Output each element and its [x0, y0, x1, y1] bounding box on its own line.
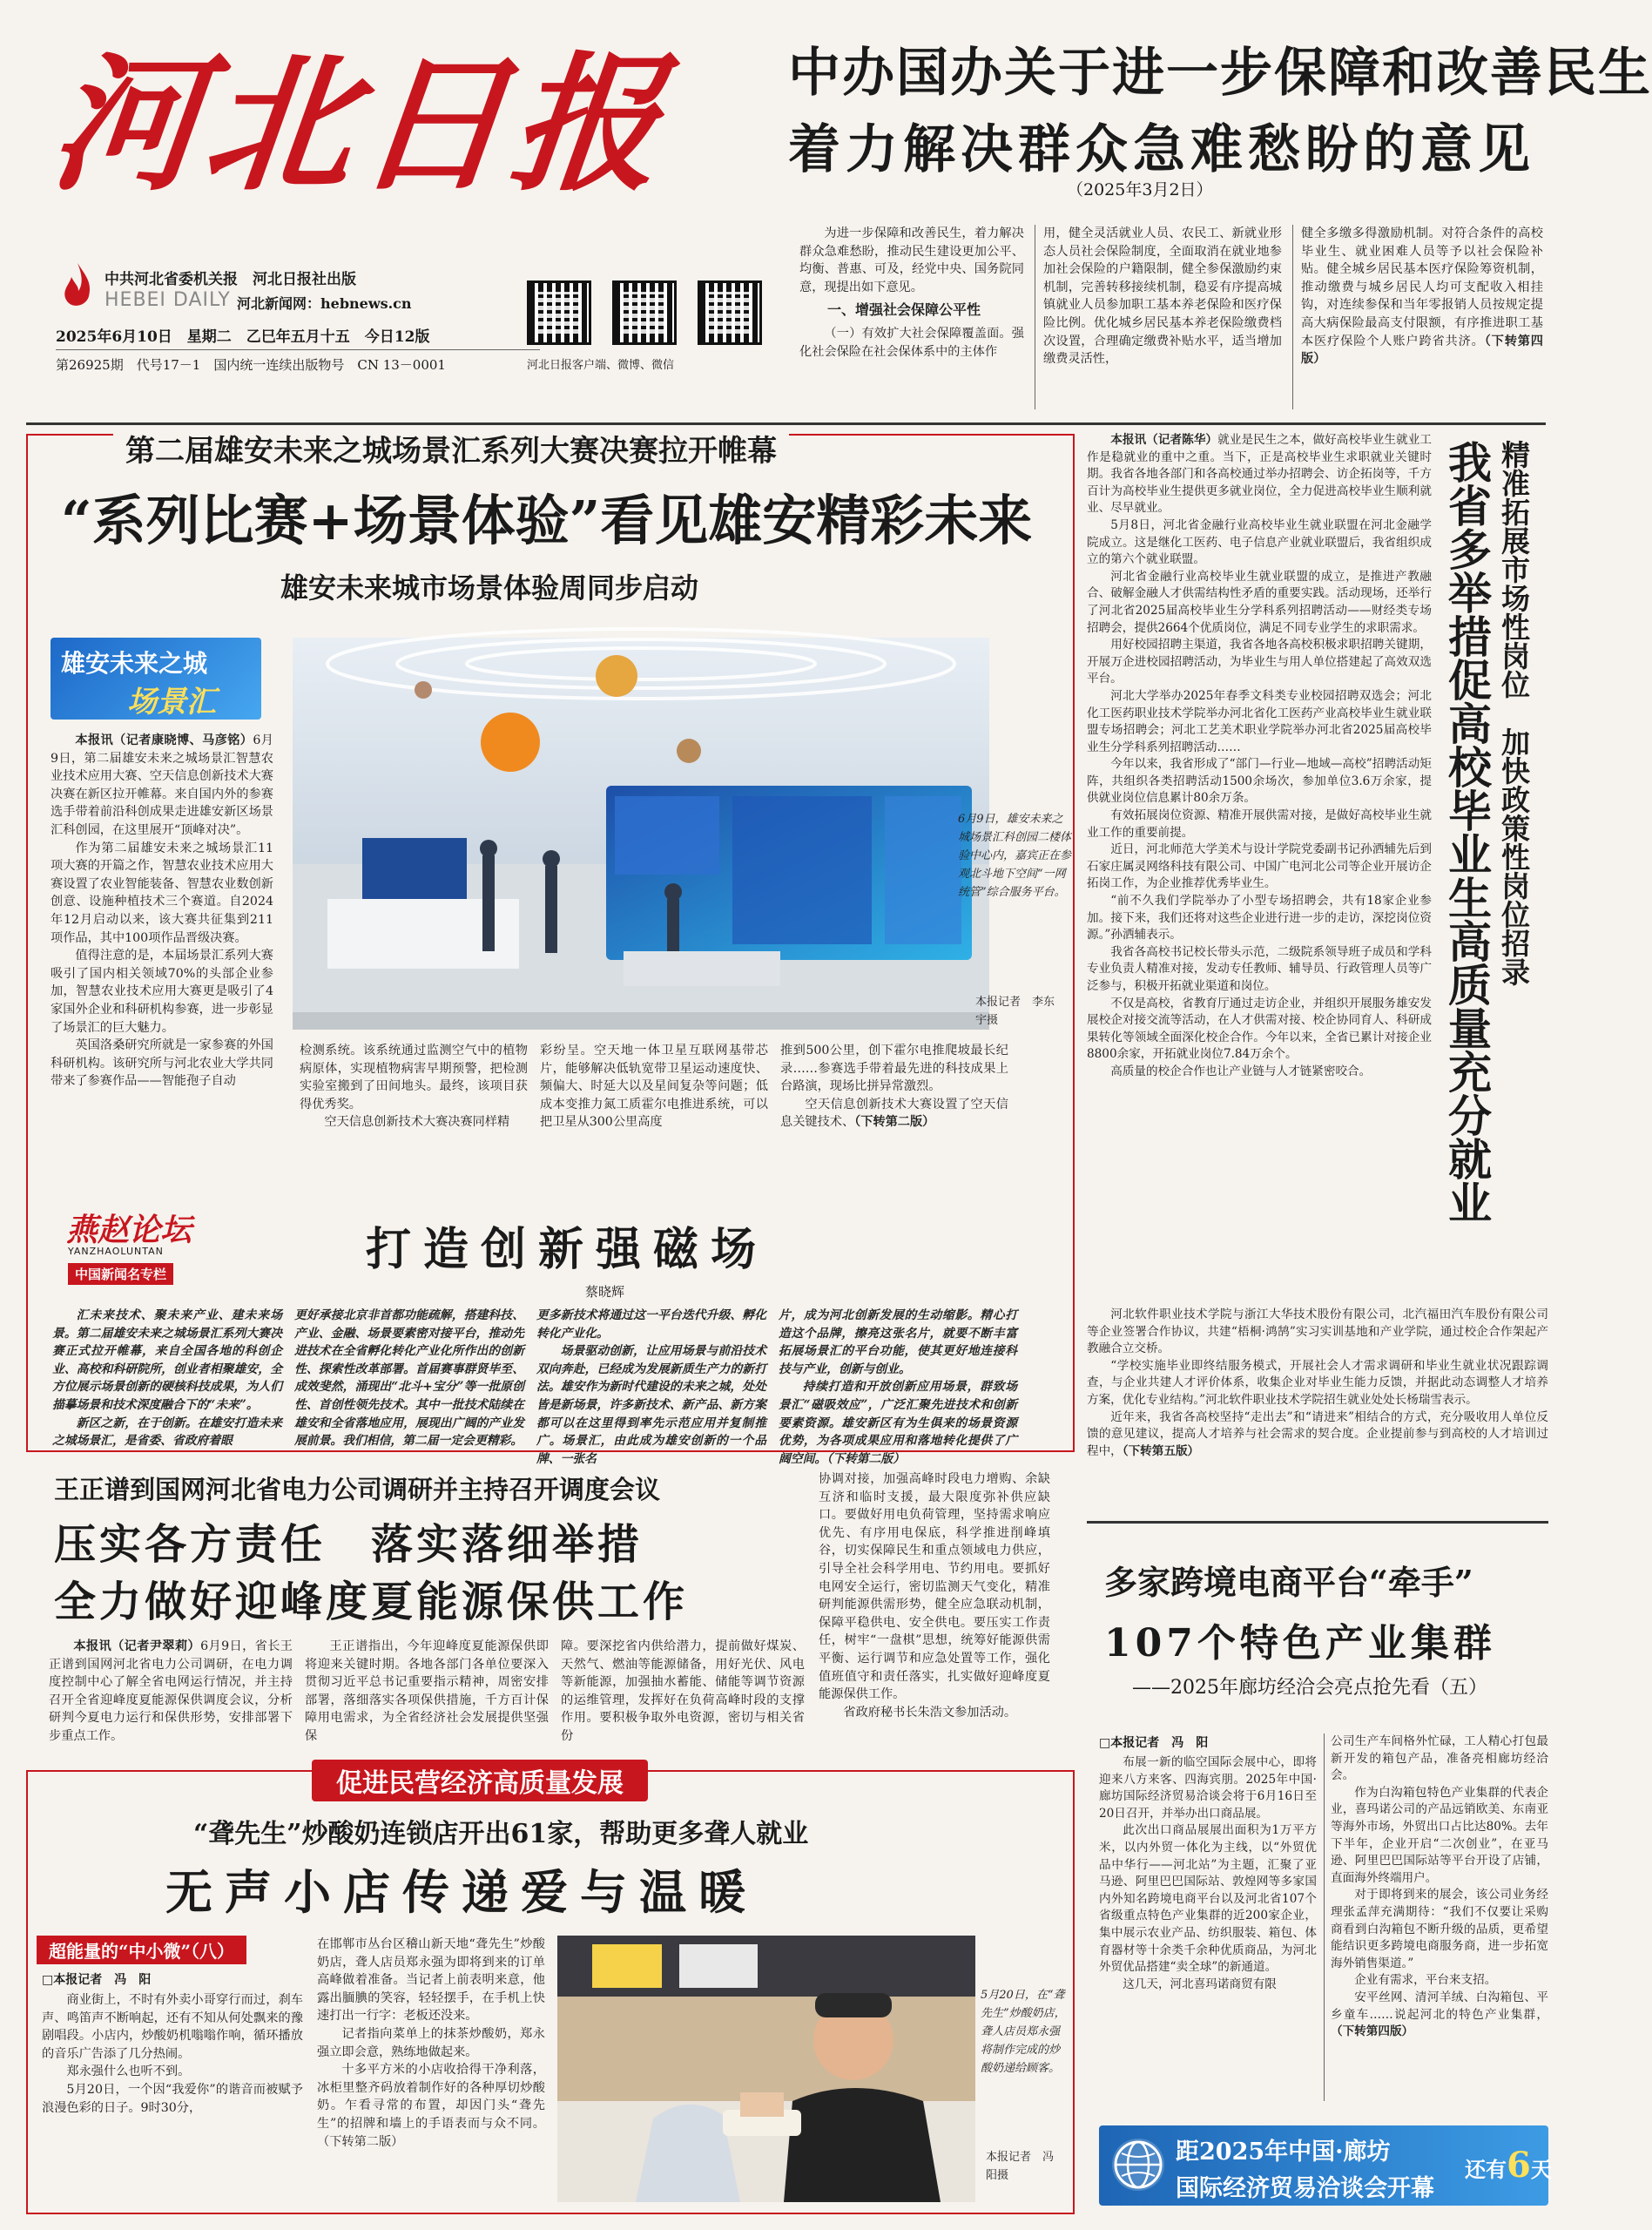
xiongan-col-2-p1: 检测系统。该系统通过监测空气中的植物病原体，实现植物病害早期预警，把检测实验室搬到了田间地头。最终，该项目获得优秀奖。 — [300, 1044, 528, 1112]
lead-title-line2: 着力解决群众急难愁盼的意见 — [788, 119, 1535, 180]
xiongan-p3: 值得注意的是，本届场景汇系列大赛吸引了国内相关领域70%的头部企业参加，智慧农业技术应用大赛更是吸引了4家国外企业和科研机构参赛，进一步彰显了场景汇的巨大魅力。 — [51, 949, 273, 1035]
scene-logo-line2: 场景汇 — [127, 685, 216, 720]
power-title-line1: 压实各方责任 落实落细举措 — [54, 1520, 644, 1569]
exhibition-hall-illustration — [293, 638, 989, 1030]
jobs-p1: 本报讯（记者陈华）就业是民生之本，做好高校毕业生就业工作是稳就业的重中之重。当下，正是高校毕业生求职就业关键时期。我省各地各部门和各高校通过举办招聘会、访企拓岗等，千方百计为高校毕业生提供更多就业岗位，全力促进高校毕业生顺利就业、尽早就业。 — [1087, 433, 1433, 516]
top-divider — [26, 422, 1546, 425]
lead-col-3-text: 健全多缴多得激励机制。对符合条件的高校毕业生、就业困难人员等予以社会保险补贴。健全城乡居民基本医疗保险筹资机制，推动缴费与城乡居民人均可支配收入相挂钩，对连续参保和当年零报销人员按规定提高大病保险最高支付限额，有序推进职工基本医疗保险个人账户跨省共济。（下转第四版） — [1301, 226, 1543, 367]
forum-col-1-p1: 汇未来技术、聚未来产业、建未来场景。第二届雄安未来之城场景汇系列大赛决赛正式拉开帷幕，来自全国各地的科创企业、高校和科研院所，创业者相聚雄安，全方位展示场景创新的硬核科技成果，为人们描摹场景和技术深度融合下的“未来”。 — [52, 1308, 282, 1412]
private-jump[interactable]: （下转第二版） — [317, 2134, 404, 2149]
forum-col-3 — [536, 1307, 766, 1466]
masthead-serial: 第26925期 代号17－1 国内统一连续出版物号 CN 13－0001 — [56, 357, 446, 373]
xiongan-subtitle: 雄安未来城市场景体验周同步启动 — [280, 571, 699, 605]
forum-author: 蔡晓辉 — [585, 1284, 625, 1300]
xiongan-p2: 作为第二届雄安未来之城场景汇11项大赛的开篇之作，智慧农业技术应用大赛设置了农业智能装备、智慧农业数创新创意、设施种植技术三个赛道。自2024年12月启动以来，该大赛共征集到211项作品，其中100项作品晋级决赛。 — [51, 841, 273, 945]
forum-col-3-p1: 更多新技术将通过这一平台迭代升级、孵化转化产业化。 — [536, 1308, 766, 1341]
private-photo-credit: 本报记者 冯 阳摄 — [986, 2151, 1066, 2182]
ecommerce-jump[interactable]: （下转第四版） — [1331, 2024, 1414, 2039]
private-p2: 郑永强什么也听不到。 — [66, 2064, 191, 2079]
ecommerce-p6: 对于即将到来的展会，该公司业务经理张孟萍充满期待：“我们不仅要让采购商看到白沟箱包不断升级的品质，更希望能结识更多跨境电商服务商，进一步拓宽海外销售渠道。” — [1331, 1888, 1548, 1970]
private-p3: 5月20日，一个因“我爱你”的谐音而被赋予浪漫色彩的日子。9时30分， — [42, 2082, 303, 2115]
lead-col-rule-2 — [1292, 225, 1293, 409]
lead-date: （2025年3月2日） — [1067, 180, 1213, 199]
countdown-days: 6 — [1507, 2145, 1531, 2186]
forum-jump[interactable]: （下转第二版） — [826, 1451, 905, 1466]
scene-logo-line1: 雄安未来之城 — [61, 649, 208, 678]
ecommerce-title-line1: 多家跨境电商平台“牵手” — [1104, 1563, 1473, 1602]
lead-jump[interactable]: （下转第四版） — [1301, 334, 1543, 367]
qr-code-app[interactable] — [527, 280, 591, 345]
jobs-p7: 有效拓展岗位资源、精准开展供需对接，是做好高校毕业生就业工作的重要前提。 — [1087, 808, 1432, 840]
ecommerce-subtitle: ——2025年廊坊经洽会亮点抢先看（五） — [1132, 1677, 1487, 1699]
power-col-4 — [819, 1470, 1050, 1747]
countdown-unit: 天 — [1530, 2157, 1552, 2182]
private-banner: 促进民营经济高质量发展 — [312, 1760, 648, 1801]
masthead-logo: 河北日报 — [43, 37, 675, 212]
masthead-english: HEBEI DAILY — [105, 289, 231, 311]
qr-caption: 河北日报客户端、微博、微信 — [527, 359, 675, 372]
forum-col-4 — [779, 1307, 1017, 1466]
lead-intro: 为进一步保障和改善民生，着力解决群众急难愁盼，推动民生建设更加公平、均衡、普惠、可及，经党中央、国务院同意，现提出如下意见。 — [799, 226, 1024, 294]
forum-title: 打造创新强磁场 — [366, 1223, 769, 1276]
ecommerce-byline: □本报记者 冯 阳 — [1099, 1736, 1209, 1750]
jobs-p12: 高质量的校企合作也让产业链与人才链紧密咬合。 — [1110, 1064, 1372, 1078]
power-col-3 — [561, 1638, 805, 1747]
xiongan-col-4-p1: 推到500公里，创下霍尔电推爬坡最长纪录……参赛选手带着最先进的科技成果上台路演，现场比拼异常激烈。 — [780, 1044, 1008, 1094]
forum-col-3-p2: 场景驱动创新，让应用场景与前沿技术双向奔赴，已经成为发展新质生产力的新打法。雄安作为新时代建设的未来之城，处处皆是新场景，许多新技术、新产品、新方案都可以在这里得到率先示范应用并复制推广。场景汇，由此成为雄安创新的一个品牌、一张名 — [536, 1344, 766, 1466]
xiongan-photo-credit: 本报记者 李东宇摄 — [975, 996, 1055, 1027]
power-p1: 本报讯（记者尹翠莉）6月9日，省长王正谱到国网河北省电力公司调研，在电力调度控制中心了解全省电网运行情况，并主持召开全省迎峰度夏能源保供调度会议，分析研判今夏电力运行和保供形势，安排部署下步重点工作。 — [49, 1639, 293, 1743]
ecommerce-col-1 — [1099, 1754, 1317, 2101]
ecommerce-p3: 这几天，河北喜玛诺商贸有限 — [1123, 1977, 1277, 1991]
private-photo — [557, 1936, 975, 2202]
private-p5: 记者指向菜单上的抹茶炒酸奶，郑永强立即会意，熟练地做起来。 — [317, 2026, 545, 2059]
countdown-line2: 国际经济贸易洽谈会开幕 — [1176, 2175, 1434, 2202]
private-col-2 — [317, 1936, 545, 2197]
power-title-line2: 全力做好迎峰度夏能源保供工作 — [54, 1578, 689, 1626]
ecommerce-p2: 此次出口商品展展出面积为1万平方米，以内外贸一体化为主线，以“外贸优品中华行——河北站”为主题，汇聚了亚马逊、阿里巴巴国际站、敦煌网等多家国内外知名跨境电商平台以及河北省107个省级重点特色产业集群的近200家企业，集中展示农业产品、纺织服装、箱包、体育器材等十余类千余种优质商品，为河北外贸优品搭建“卖全球”的新通道。 — [1099, 1823, 1317, 1975]
countdown-banner — [1099, 2125, 1552, 2206]
jobs-p13: 河北软件职业技术学院与浙江大华技术股份有限公司，北汽福田汽车股份有限公司等企业签署合作协议，共建“梧桐·鸿鹄”实习实训基地和产业学院，通过校企合作架起产教融合立交桥。 — [1087, 1308, 1548, 1356]
private-column-tag: 超能量的“中小微”（八） — [37, 1936, 246, 1964]
private-kicker: “聋先生”炒酸奶连锁店开出61家，帮助更多聋人就业 — [193, 1819, 809, 1849]
lead-col-2-text: 用，健全灵活就业人员、农民工、新就业形态人员社会保险制度，全面取消在就业地参加社会保险的户籍限制，健全参保激励约束机制，完善转移接续机制，稳妥有序提高城镇就业人员参加职工基本养老保险和医疗保险比例。优化城乡居民基本养老保险缴费档次设置，合理确定缴费补贴水平，适当增加缴费灵活性， — [1043, 226, 1282, 367]
xiongan-banner: 第二届雄安未来之城场景汇系列大赛决赛拉开帷幕 — [113, 427, 789, 470]
xiongan-col-3 — [540, 1042, 768, 1190]
masthead-sponsor: 中共河北省委机关报 河北日报社出版 — [105, 271, 356, 288]
private-p1: 商业街上，不时有外卖小哥穿行而过，刹车声、鸣笛声不断响起，还有不知从何处飘来的豫剧唱段。小店内，炒酸奶机嗡嗡作响，循环播放的音乐广告添了几分热闹。 — [42, 1993, 303, 2061]
xiongan-col-4-p2: 空天信息创新技术大赛设置了空天信息关键技术、（下转第二版） — [780, 1097, 1008, 1130]
ecommerce-p8: 安平丝网、清河羊绒、白沟箱包、平乡童车……说起河北的特色产业集群，（下转第四版） — [1331, 1990, 1548, 2039]
jobs-p6: 今年以来，我省形成了“部门—行业—地域—高校”招聘活动矩阵，共组织各类招聘活动1500余场次，参加单位3.6万余家，提供就业岗位信息累计80余万条。 — [1087, 757, 1432, 806]
forum-col-2-p1: 更好承接北京非首都功能疏解，搭建科技、产业、金融、场景要素密对接平台，推动先进技术在全省孵化转化产业化所作出的创新性、探索性改革部署。首届赛事群贤毕至、成效斐然，涌现出“北斗+宝分”等一批原创性、首创性领先技术。其中一批技术陆续在雄安和全省落地应用，展现出广阔的产业发展前景。我们相信，第二届一定会更精彩。 — [294, 1308, 524, 1449]
xiongan-title: “系列比赛+场景体验”看见雄安精彩未来 — [61, 489, 1033, 552]
jobs-p11: 不仅是高校，省教育厅通过走访企业，并组织开展服务雄安发展校企对接交流等活动，在人才供需对接、校企协同育人、科研成果转化等领域全面深化校企合作。今年以来，全省已累计对接企业8800余家，开拓就业岗位7.84万余个。 — [1087, 996, 1432, 1062]
xiongan-p1: 本报讯（记者康晓博、马彦铭）6月9日，第二届雄安未来之城场景汇智慧农业技术应用大赛、空天信息创新技术大赛决赛在新区拉开帷幕。来自国内外的参赛选手带着前沿科创成果走进雄安新区场景汇科创园，在这里展开“顶峰对决”。 — [51, 733, 273, 837]
masthead-site — [237, 293, 412, 313]
private-p4: 在邯郸市丛台区稽山新天地“聋先生”炒酸奶店，聋人店员郑永强为即将到来的订单高峰做着准备。当记者上前表明来意，他露出腼腆的笑容，轻轻摆手，在手机上快速打出一行字：老板还没来。 — [317, 1937, 545, 2024]
lead-title-line1: 中办国办关于进一步保障和改善民生 — [788, 43, 1652, 104]
countdown-remaining — [1465, 2145, 1552, 2186]
power-p3: 障。要深挖省内供给潜力，提前做好煤炭、天然气、燃油等能源储备，用好光伏、风电等新能源，加强抽水蓄能、储能等调节资源的运维管理，发挥好在负荷高峰时段的支撑作用。要积极争取外电资源，密切与相关省份 — [561, 1639, 805, 1743]
lead-sub: （一）有效扩大社会保障覆盖面。强化社会保险在社会保体系中的主体作 — [799, 326, 1024, 359]
xiongan-p4: 英国洛桑研究所就是一家参赛的外国科研机构。该研究所与河北农业大学共同带来了参赛作品——智能孢子自动 — [51, 1038, 273, 1089]
power-kicker: 王正谱到国网河北省电力公司调研并主持召开调度会议 — [54, 1475, 661, 1504]
jobs-title-main: 我省多举措促高校毕业生高质量充分就业 — [1441, 440, 1493, 1224]
jobs-jump[interactable]: （下转第五版） — [1122, 1443, 1200, 1458]
masthead-date: 2025年6月10日 星期二 乙巳年五月十五 今日12版 — [56, 328, 430, 346]
lead-section: 一、增强社会保障公平性 — [827, 301, 981, 319]
xiongan-col-2-p2: 空天信息创新技术大赛决赛同样精 — [324, 1115, 510, 1130]
private-col-1 — [42, 1991, 303, 2197]
ecommerce-col-rule — [1324, 1733, 1325, 2101]
xiongan-photo — [293, 638, 989, 1030]
power-p4: 协调对接，加强高峰时段电力增购、余缺互济和临时支援，最大限度弥补供应缺口。要做好用电负荷管理，坚持需求响应优先、有序用电保底，科学推进削峰填谷，切实保障民生和重点领域电力供应，引导全社会科学用电、节约用电。要抓好电网安全运行，密切监测天气变化，精准研判能源供需形势，健全应急联动机制，保障平稳供电、安全供电。要压实工作责任，树牢“一盘棋”思想，统筹好能源供需平衡、运行调节和应急处置等工作，强化值班值守和责任落实，扎实做好迎峰度夏能源保供工作。 — [819, 1472, 1050, 1702]
ecommerce-p5: 作为白沟箱包特色产业集群的代表企业，喜玛诺公司的产品远销欧美、东南亚等海外市场，外贸出口占比达80%。去年下半年，企业开启“二次创业”，在亚马逊、阿里巴巴国际站等平台开设了店铺，直面海外终端用户。 — [1331, 1785, 1548, 1885]
private-byline: □本报记者 冯 阳 — [42, 1973, 152, 1987]
jobs-p14: “学校实施毕业即终结服务模式，开展社会人才需求调研和毕业生就业状况跟踪调查，与企业共建人才评价体系，收集企业对毕业生能力反馈，并据此动态调整人才培养方案，优化专业结构。”河北软件职业技术学院招生就业处处长杨瑞雪表示。 — [1087, 1358, 1548, 1407]
xiongan-col-3-p1: 彩纷呈。空天地一体卫星互联网基带芯片，能够解决低轨宽带卫星运动速度快、频偏大、时延大以及星间复杂等问题；低成本变推力氮工质霍尔电推进系统，可以把卫星从300公里高度 — [540, 1044, 768, 1130]
lead-col-3 — [1301, 225, 1543, 411]
qr-code-wechat[interactable] — [698, 280, 762, 345]
xiongan-jump[interactable]: （下转第二版） — [854, 1115, 935, 1130]
jobs-p4: 用好校园招聘主渠道，我省各地各高校积极求职招聘关键期，开展万企进校园招聘活动，为毕业生与用人单位搭建起了高效双选平台。 — [1087, 638, 1432, 686]
masthead-divider — [56, 349, 540, 350]
xiongan-col-4 — [780, 1042, 1008, 1190]
forum-logo-badge: 中国新闻名专栏 — [68, 1263, 173, 1285]
lead-col-2 — [1043, 225, 1282, 411]
site-label: 河北新闻网： — [237, 295, 321, 312]
forum-col-4-p1: 片，成为河北创新发展的生动缩影。精心打造这个品牌，擦亮这张名片，就要不断丰富拓展场景汇的平台功能，使其更好地连接科技与产业，创新与创业。 — [779, 1308, 1017, 1376]
power-col-1 — [49, 1638, 293, 1747]
qr-code-weibo[interactable] — [612, 280, 677, 345]
right-divider — [1087, 1521, 1548, 1524]
jobs-p8: 近日，河北师范大学美术与设计学院党委副书记孙洒辅先后到石家庄属灵网络科技有限公司、中国广电河北公司等企业开展访企拓岗工作，为企业推荐优秀毕业生。 — [1087, 842, 1432, 891]
flame-logo-icon — [59, 261, 96, 312]
private-photo-caption: 5月20日，在“聋先生”炒酸奶店，聋人店员郑永强将制作完成的炒酸奶递给顾客。 — [981, 1989, 1066, 2075]
globe-icon — [1109, 2136, 1167, 2193]
jobs-p15: 近年来，我省各高校坚持“走出去”和“请进来”相结合的方式，充分吸收用人单位反馈的意见建议，提高人才培养与社会需求的契合度。企业提前参与到高校的人才培训过程中，（下转第五版） — [1087, 1409, 1548, 1458]
jobs-p10: 我省各高校书记校长带头示范，二级院系领导班子成员和学科专业负责人精准对接，发动专任教师、辅导员、行政管理人员等广泛参与，积极开拓就业渠道和岗位。 — [1087, 944, 1432, 993]
forum-logo-pinyin: YANZHAOLUNTAN — [68, 1246, 164, 1257]
forum-col-2 — [294, 1307, 524, 1449]
scene-logo — [51, 638, 261, 720]
countdown-prefix: 还有 — [1465, 2157, 1507, 2182]
ecommerce-title-line2: 107个特色产业集群 — [1104, 1621, 1496, 1666]
private-p6: 十多平方米的小店收拾得干净利落，冰柜里整齐码放着制作好的各种厚切炒酸奶。乍看寻常的布置，却因门头“聋先生”的招牌和墙上的手语表而与众不同。（下转第二版） — [317, 2063, 545, 2149]
power-col-2 — [305, 1638, 549, 1747]
jobs-p9: “前不久我们学院举办了小型专场招聘会，共有18家企业参加。接下来，我们还将对这些企业进行进一步的走访，深挖岗位资源。”孙洒辅表示。 — [1087, 894, 1432, 943]
power-p2: 王正谱指出，今年迎峰度夏能源保供即将迎来关键时期。各地各部门各单位要深入贯彻习近平总书记重要指示精神，周密安排部署，落细落实各项保供措施，千方百计保障用电需求，为全省经济社会发展提供坚强保 — [305, 1639, 549, 1743]
forum-col-4-p2: 持续打造和开放创新应用场景，群致场景汇“磁吸效应”，广泛汇聚先进技术和创新要素资源。雄安新区有为生俱来的场景资源优势，为各项成果应用和落地转化提供了广阔空间。（下转第二版） — [779, 1380, 1017, 1466]
yogurt-shop-illustration — [557, 1936, 975, 2202]
site-url[interactable]: hebnews.cn — [320, 295, 412, 312]
jobs-p3: 河北省金融行业高校毕业生就业联盟的成立，是推进产教融合、破解金融人才供需结构性矛盾的重要实践。活动现场，还举行了河北省2025届高校毕业生分学科系列招聘活动——财经类专场招聘会，提供2664个优质岗位，满足不同专业学生的求职需求。 — [1087, 569, 1432, 635]
forum-logo — [54, 1206, 237, 1293]
ecommerce-p7: 企业有需求，平台来支招。 — [1354, 1973, 1497, 1988]
forum-col-1-p2: 新区之新，在于创新。在雄安打造未来之城场景汇，是省委、省政府着眼 — [52, 1416, 282, 1449]
ecommerce-col-2 — [1331, 1733, 1548, 2101]
forum-logo-text: 燕赵论坛 — [66, 1212, 192, 1248]
xiongan-photo-caption: 6月9日，雄安未来之城场景汇科创园二楼体验中心内，嘉宾正在参观北斗地下空间“一网统管”综合服务平台。 — [958, 813, 1072, 899]
jobs-p5: 河北大学举办2025年春季文科类专业校园招聘双选会；河北化工医药职业技术学院举办河北省化工医药产业高校毕业生就业联盟专场招聘会；河北工艺美术职业学院举办河北省2025届高校毕业生分学科系列招聘活动…… — [1087, 688, 1432, 754]
ecommerce-p1: 布展一新的临空国际会展中心，即将迎来八方来客、四海宾朋。2025年中国·廊坊国际经济贸易洽谈会将于6月16日至20日召开，并举办出口商品展。 — [1099, 1755, 1317, 1821]
ecommerce-p4: 公司生产车间格外忙碌，工人精心打包最新开发的箱包产品，准备亮相廊坊经洽会。 — [1331, 1734, 1548, 1783]
jobs-title-side: 精准拓展市场性岗位 加快政策性岗位招录 — [1497, 440, 1531, 986]
forum-col-1 — [52, 1307, 282, 1449]
countdown-line1: 距2025年中国·廊坊 — [1176, 2139, 1391, 2166]
power-p5: 省政府秘书长朱浩文参加活动。 — [843, 1705, 1017, 1720]
xiongan-col-1 — [51, 732, 273, 1190]
xiongan-col-2 — [300, 1042, 528, 1190]
masthead — [0, 0, 784, 418]
jobs-text-wide — [1087, 1307, 1548, 1502]
jobs-p2: 5月8日，河北省金融行业高校毕业生就业联盟在河北金融学院成立。这是继化工医药、电子信息产业就业联盟后，我省组织成立的第六个就业联盟。 — [1087, 517, 1432, 567]
lead-col-1 — [799, 225, 1024, 411]
private-title: 无声小店传递爱与温暖 — [165, 1864, 758, 1920]
